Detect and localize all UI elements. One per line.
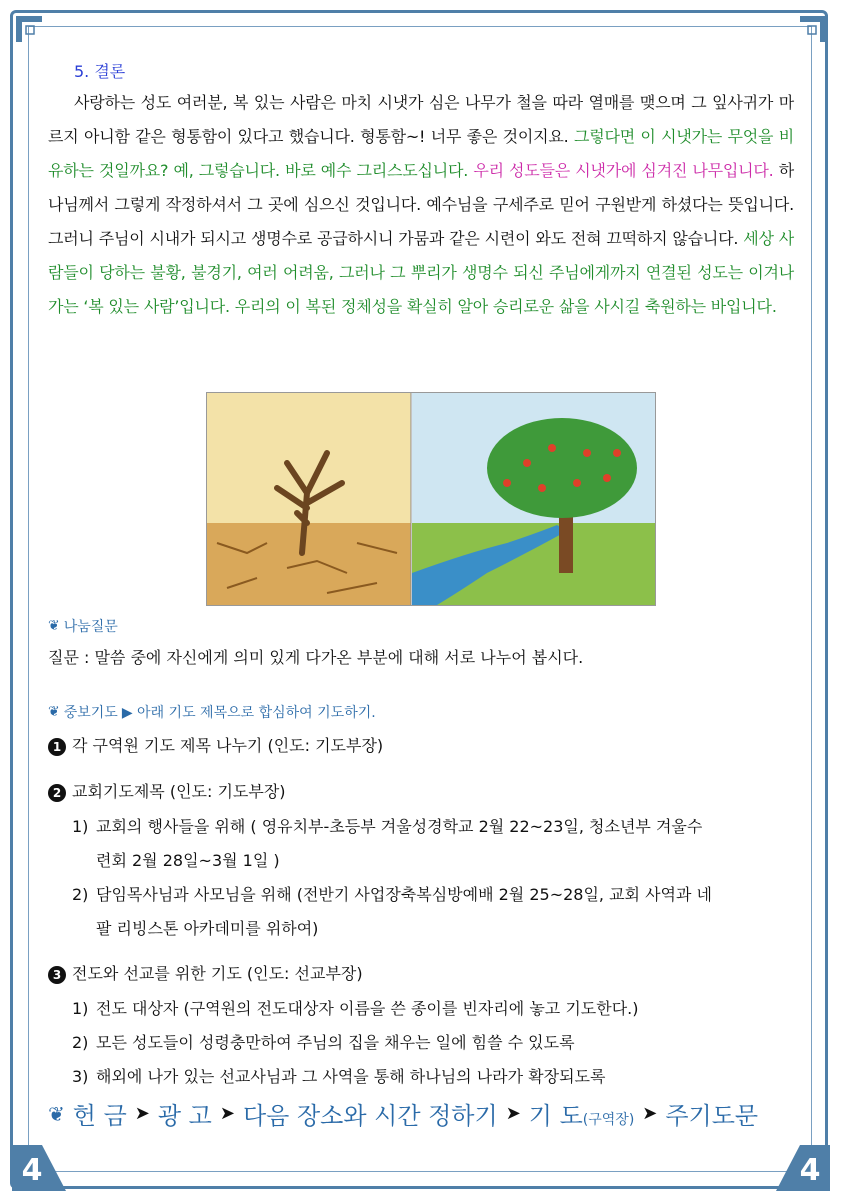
circled-number-icon: 1 (48, 738, 66, 756)
prayer-item-3-text: 전도와 선교를 위한 기도 (인도: 선교부장) (72, 964, 363, 983)
sharing-section (48, 616, 794, 672)
para-part-c: 우리 성도들은 시냇가에 심겨진 나무입니다. (473, 161, 774, 180)
para-part-a: 사랑하는 성도 여러분, 복 있는 사람은 마치 시냇가 심은 나무가 철을 따라 열매를 맺으며 그 잎사귀가 마르지 아니함 같은 형통함이 있다고 했습니다. 형통함~! 너무 좋은 것이지요. (48, 93, 794, 146)
circled-number-icon: 2 (48, 784, 66, 802)
footer-step-announcements: 광 고 (157, 1102, 212, 1130)
sharing-question: 질문 : 말씀 중에 자신에게 의미 있게 다가온 부분에 대해 서로 나누어 봅시다. (48, 648, 584, 667)
para-part-b: 그렇다면 이 시냇가는 무엇을 비유하는 것일까요? 예, 그렇습니다. 바로 예수 그리스도십니다. (48, 127, 794, 180)
prayer-item-3-sub-2: 2) 모든 성도들이 성령충만하여 주님의 집을 채우는 일에 힘쓸 수 있도록 (72, 1033, 575, 1052)
prayer-item-3-sub-3: 3) 해외에 나가 있는 선교사님과 그 사역을 통해 하나님의 나라가 확장되도록 (72, 1067, 606, 1086)
prayer-item-2-sub-2: 2) 담임목사님과 사모님을 위해 (전반기 사업장축복심방예배 2월 25~28일, 교회 사역과 네 (72, 885, 712, 904)
footer-step-offering: 헌 금 (72, 1102, 127, 1130)
main-content (48, 58, 794, 324)
sharing-label: 나눔질문 (63, 619, 118, 635)
page-number-right: 4 (799, 1153, 821, 1188)
prayer-item-3-sub-1: 1) 전도 대상자 (구역원의 전도대상자 이름을 쓴 종이를 빈자리에 놓고 기도한다.) (72, 999, 639, 1018)
flower-icon: ❦ (48, 1101, 65, 1126)
arrow-right-icon: ➤ (219, 1103, 235, 1124)
prayer-label-rest: ▶ 아래 기도 제목으로 합심하여 기도하기. (121, 705, 376, 721)
arrow-right-icon: ➤ (505, 1103, 521, 1124)
prayer-item-3 (48, 960, 794, 988)
prayer-item-2-sub-2-cont: 팔 리빙스톤 아카데미를 위하여) (96, 919, 319, 938)
sharing-label-row (48, 616, 794, 636)
prayer-label-row (48, 702, 794, 722)
flower-icon: ❦ (48, 618, 60, 634)
tree-illustration (206, 392, 656, 606)
footer-step-schedule: 다음 장소와 시간 정하기 (242, 1102, 498, 1130)
service-order-footer (48, 1096, 758, 1131)
prayer-item-2-text: 교회기도제목 (인도: 기도부장) (72, 782, 286, 801)
para-part-d: 하나님께서 그렇게 작정하셔서 그 곳에 심으신 것입니다. 예수님을 구세주로 믿어 구원받게 하셨다는 뜻입니다. 그러니 주님이 시내가 되시고 생명수로 공급하시니 가뭄과 같은 시련이 와도 전혀 끄떡하지 않습니다. (48, 161, 794, 248)
prayer-label: 중보기도 (63, 705, 118, 721)
flower-icon: ❦ (48, 704, 60, 720)
conclusion-paragraph (48, 86, 794, 324)
prayer-item-1 (48, 732, 794, 760)
prayer-item-1-text: 각 구역원 기도 제목 나누기 (인도: 기도부장) (72, 736, 384, 755)
corner-ornament-top-left (14, 14, 44, 44)
prayer-item-2-sub-1-cont: 련회 2월 28일~3월 1일 ) (96, 851, 280, 870)
prayer-item-2 (48, 778, 794, 806)
arrow-right-icon: ➤ (134, 1103, 150, 1124)
corner-ornament-top-right (798, 14, 828, 44)
section-heading: 5. 결론 (74, 62, 126, 81)
arrow-right-icon: ➤ (642, 1103, 658, 1124)
para-part-e: 세상 사람들이 당하는 불황, 불경기, 여러 어려움, 그러나 그 뿌리가 생명수 되신 주님에게까지 연결된 성도는 이겨나가는 ‘복 있는 사람’입니다. 우리의 이 복된 정체성을 확실히 알아 승리로운 삶을 사시길 축원하는 바입니다. (48, 229, 795, 316)
footer-step-prayer: 기 도(구역장) (528, 1102, 635, 1130)
footer-step-lords-prayer: 주기도문 (665, 1102, 759, 1130)
page-number-left: 4 (21, 1153, 43, 1188)
circled-number-icon: 3 (48, 966, 66, 984)
prayer-section (48, 702, 794, 1094)
prayer-item-2-sub-1: 1) 교회의 행사들을 위해 ( 영유치부-초등부 겨울성경학교 2월 22~23일, 청소년부 겨울수 (72, 817, 703, 836)
